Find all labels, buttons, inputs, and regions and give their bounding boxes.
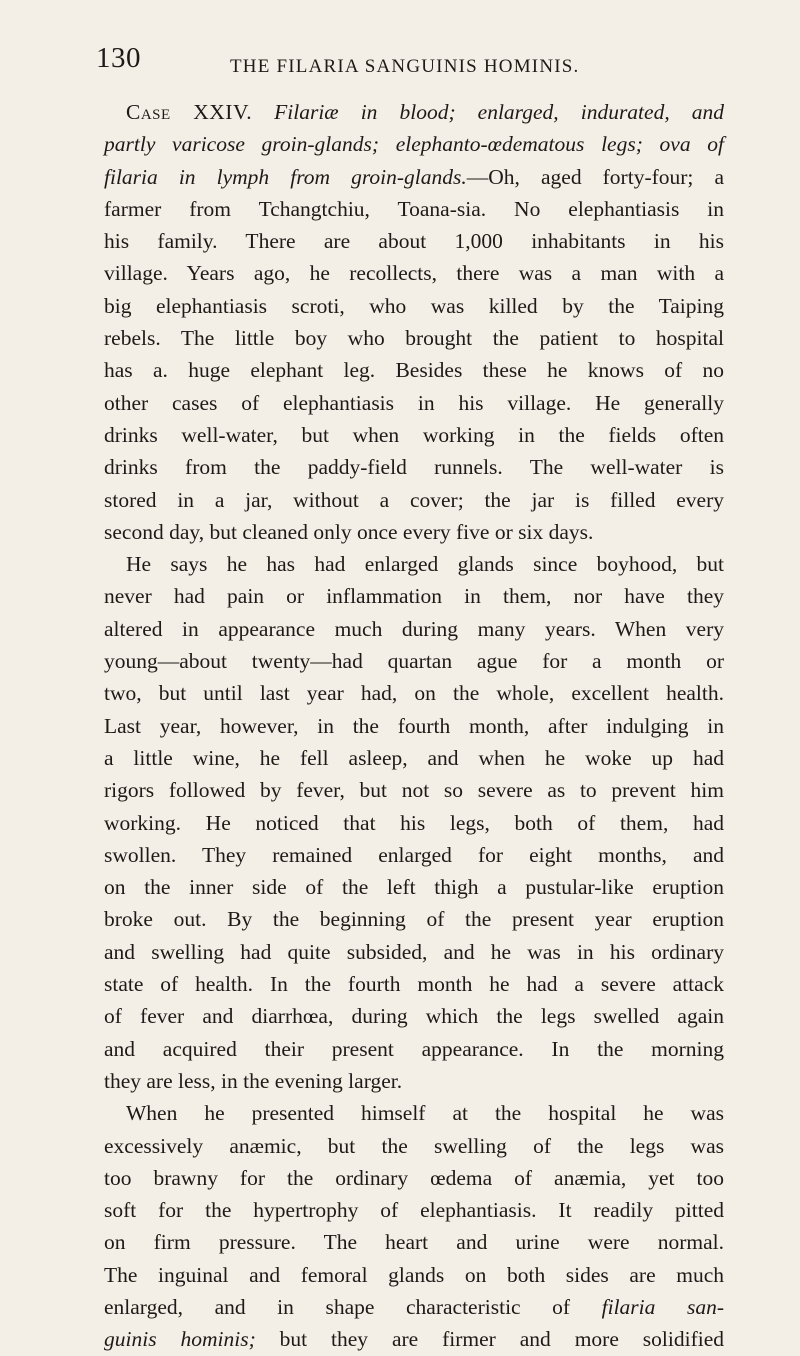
case-heading-italic: Filariæ in blood; enlarged, indurated, and (274, 100, 724, 124)
text-line: He says he has had enlarged glands since boyhood, but (126, 552, 724, 577)
text-line: farmer from Tchangtchiu, Toana-sia. No elephantiasis in (104, 196, 724, 221)
text-line: stored in a jar, without a cover; the jar is filled every (104, 487, 724, 512)
text-line: village. Years ago, he recollects, there was a man with a (104, 261, 724, 286)
text-line: altered in appearance much during many years. When very (104, 616, 724, 641)
case-heading-italic-2: partly varicose groin-glands; elephanto-œdematous legs; ova of (104, 132, 724, 157)
case-heading-italic-3: filaria in lymph from groin-glands. (104, 164, 467, 189)
text-line: drinks from the paddy-field runnels. The well-water is (104, 455, 724, 480)
case-heading-line-1 (104, 96, 724, 128)
text-line: too brawny for the ordinary œdema of anæmia, yet too (104, 1165, 724, 1190)
text-line: rebels. The little boy who brought the patient to hospital (104, 326, 724, 351)
text-line: has a. huge elephant leg. Besides these he knows of no (104, 358, 724, 383)
text-line: and swelling had quite subsided, and he was in his ordinary (104, 939, 724, 964)
text-line-final (104, 1323, 724, 1355)
running-title: THE FILARIA SANGUINIS HOMINIS. (230, 56, 580, 77)
text-line: working. He noticed that his legs, both of them, had (104, 810, 724, 835)
text-line-with-italic (104, 1291, 724, 1323)
text-line: his family. There are about 1,000 inhabitants in his (104, 229, 724, 254)
text-line: they are less, in the evening larger. (104, 1068, 403, 1093)
text-line: state of health. In the fourth month he had a severe attack (104, 972, 724, 997)
case-text (104, 96, 724, 1356)
text-line: two, but until last year had, on the whole, excellent health. (104, 681, 724, 706)
text-line: When he presented himself at the hospital he was (126, 1101, 724, 1126)
text-line: young—about twenty—had quartan ague for a month or (104, 649, 724, 674)
text-line: drinks well-water, but when working in the fields often (104, 422, 724, 447)
case-heading-tail: —Oh, aged forty-four; a (466, 164, 725, 189)
text-line: of fever and diarrhœa, during which the legs swelled again (104, 1004, 724, 1029)
case-heading-line-3 (104, 161, 724, 193)
case-label: Case XXIV. (126, 100, 253, 124)
page-header (96, 42, 716, 82)
species-name-italic: filaria san- (601, 1294, 724, 1319)
page-number: 130 (96, 42, 141, 74)
text-line: on the inner side of the left thigh a pustular-like eruption (104, 875, 724, 900)
text-line: broke out. By the beginning of the present year eruption (104, 907, 724, 932)
text-line: second day, but cleaned only once every five or six days. (104, 519, 594, 544)
text-line: rigors followed by fever, but not so severe as to prevent him (104, 778, 724, 803)
text-line: Last year, however, in the fourth month, after indulging in (104, 713, 724, 738)
case-heading-line-2 (104, 128, 724, 160)
text-line: excessively anæmic, but the swelling of the legs was (104, 1133, 724, 1158)
text-line: The inguinal and femoral glands on both sides are much (104, 1262, 724, 1287)
text-line-part: enlarged, and in shape characteristic of (104, 1294, 571, 1319)
text-line: a little wine, he fell asleep, and when he woke up had (104, 745, 724, 770)
text-line: on firm pressure. The heart and urine were normal. (104, 1230, 724, 1255)
text-line: swollen. They remained enlarged for eight months, and (104, 842, 724, 867)
text-line: never had pain or inflammation in them, nor have they (104, 584, 724, 609)
text-line: other cases of elephantiasis in his village. He generally (104, 390, 724, 415)
text-line: soft for the hypertrophy of elephantiasis. It readily pitted (104, 1198, 724, 1223)
species-name-italic-2: guinis hominis; (104, 1327, 256, 1352)
text-line-final-tail: but they are firmer and more solidified (255, 1327, 724, 1352)
text-line: big elephantiasis scroti, who was killed by the Taiping (104, 293, 724, 318)
text-line: and acquired their present appearance. In the morning (104, 1036, 724, 1061)
